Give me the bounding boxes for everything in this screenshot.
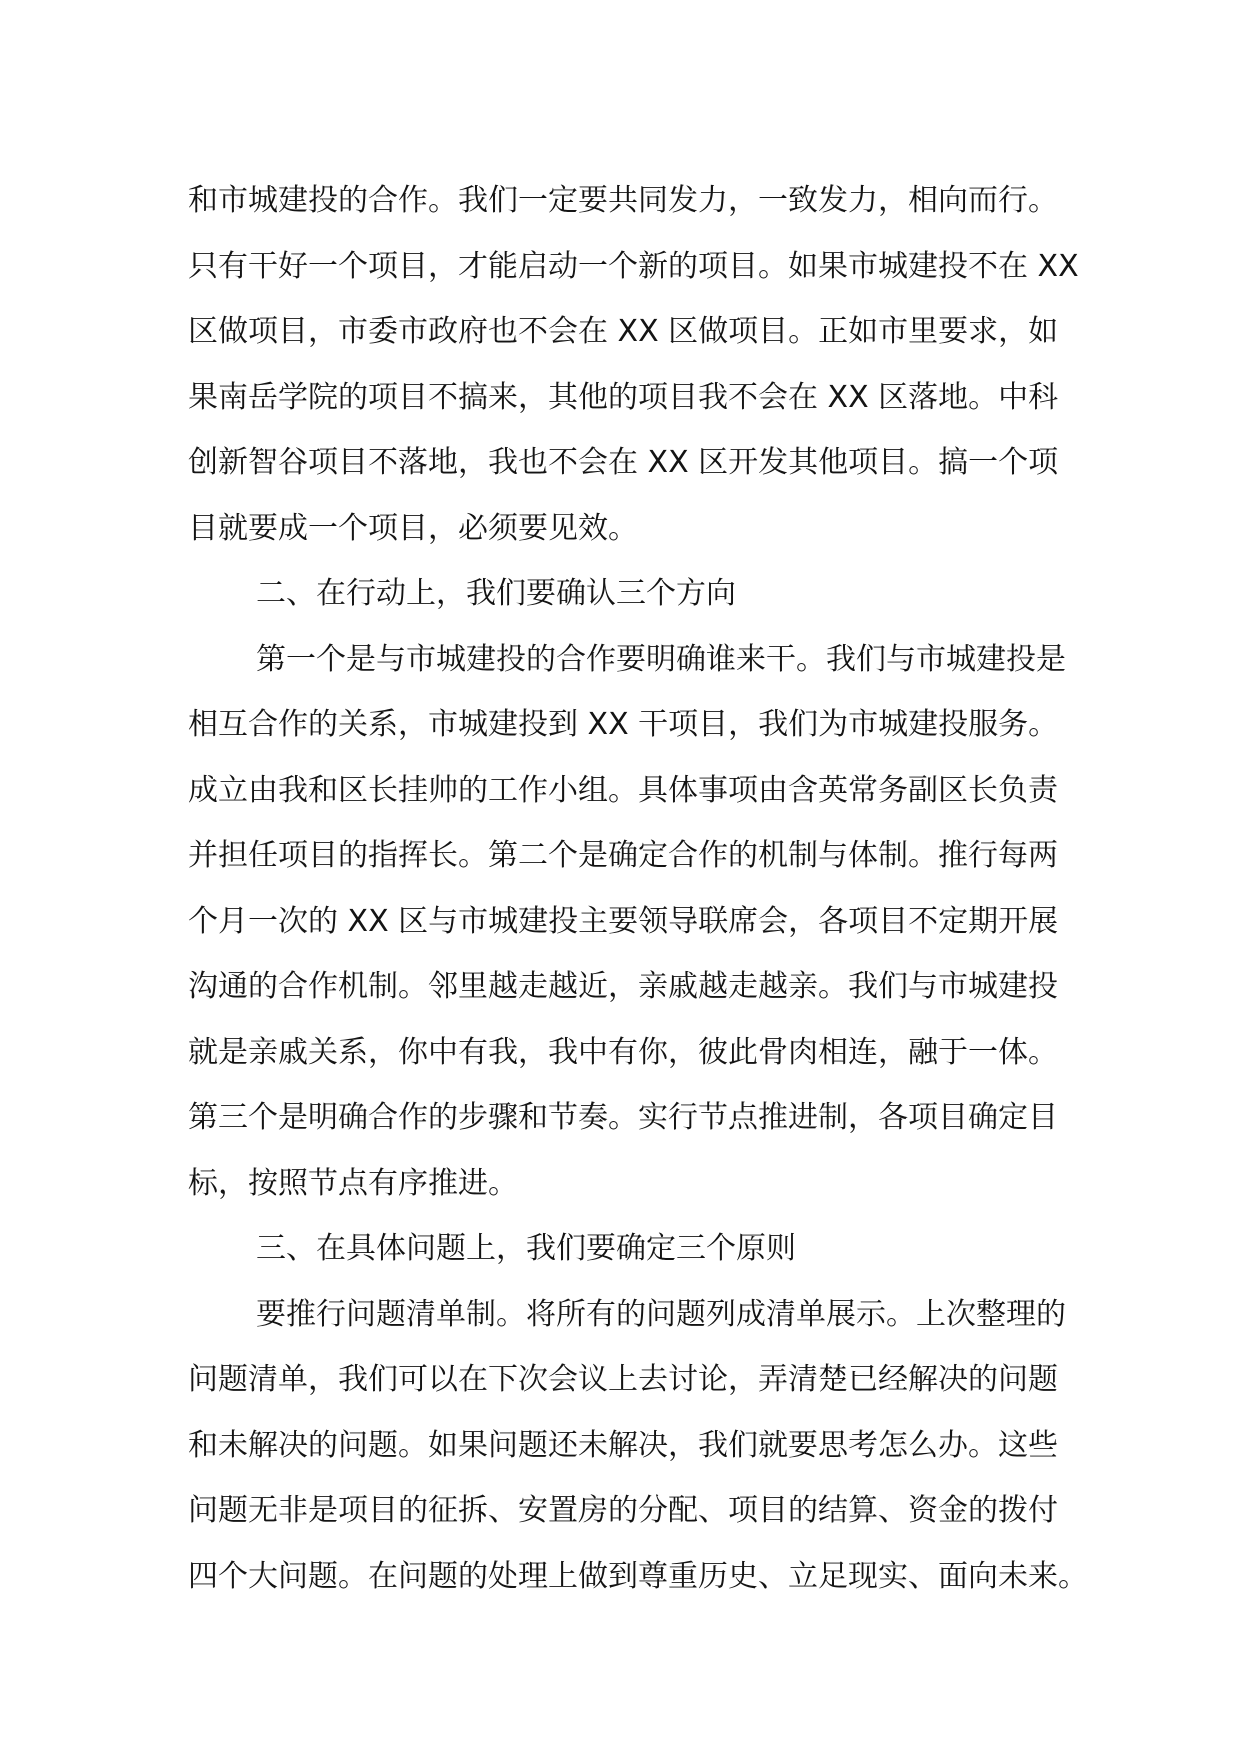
text-line: 第一个是与市城建投的合作要明确谁来干。我们与市城建投是 [256, 641, 1066, 677]
text-line: 个月一次的 XX 区与市城建投主要领导联席会，各项目不定期开展 [188, 903, 1059, 939]
text-line: 果南岳学院的项目不搞来，其他的项目我不会在 XX 区落地。中科 [188, 379, 1059, 415]
text-line: 问题清单，我们可以在下次会议上去讨论，弄清楚已经解决的问题 [188, 1362, 1058, 1397]
text-line: 创新智谷项目不落地，我也不会在 XX 区开发其他项目。搞一个项 [188, 445, 1059, 480]
text-line: 区做项目，市委市政府也不会在 XX 区做项目。正如市里要求，如 [188, 314, 1059, 349]
text-line: 问题无非是项目的征拆、安置房的分配、项目的结算、资金的拨付 [188, 1493, 1058, 1528]
text-line: 成立由我和区长挂帅的工作小组。具体事项由含英常务副区长负责 [188, 772, 1058, 808]
text-line: 第三个是明确合作的步骤和节奏。实行节点推进制，各项目确定目 [188, 1100, 1058, 1135]
text-line: 就是亲戚关系，你中有我，我中有你，彼此骨肉相连，融于一体。 [188, 1034, 1058, 1070]
text-line: 四个大问题。在问题的处理上做到尊重历史、立足现实、面向未来。 [188, 1558, 1088, 1594]
text-line: 要推行问题清单制。将所有的问题列成清单展示。上次整理的 [256, 1296, 1066, 1332]
text-line: 并担任项目的指挥长。第二个是确定合作的机制与体制。推行每两 [188, 838, 1058, 873]
text-line: 标，按照节点有序推进。 [188, 1165, 518, 1201]
text-line: 和市城建投的合作。我们一定要共同发力，一致发力，相向而行。 [188, 183, 1058, 218]
text-line: 相互合作的关系，市城建投到 XX 干项目，我们为市城建投服务。 [188, 707, 1059, 742]
text-line: 沟通的合作机制。邻里越走越近，亲戚越走越亲。我们与市城建投 [188, 969, 1058, 1004]
section-heading: 二、在行动上，我们要确认三个方向 [256, 576, 736, 611]
text-line: 目就要成一个项目，必须要见效。 [188, 510, 638, 546]
section-heading: 三、在具体问题上，我们要确定三个原则 [256, 1231, 796, 1266]
text-line: 和未解决的问题。如果问题还未解决，我们就要思考怎么办。这些 [188, 1427, 1058, 1463]
text-line: 只有干好一个项目，才能启动一个新的项目。如果市城建投不在 XX [188, 248, 1079, 284]
body-text [188, 168, 1088, 1609]
